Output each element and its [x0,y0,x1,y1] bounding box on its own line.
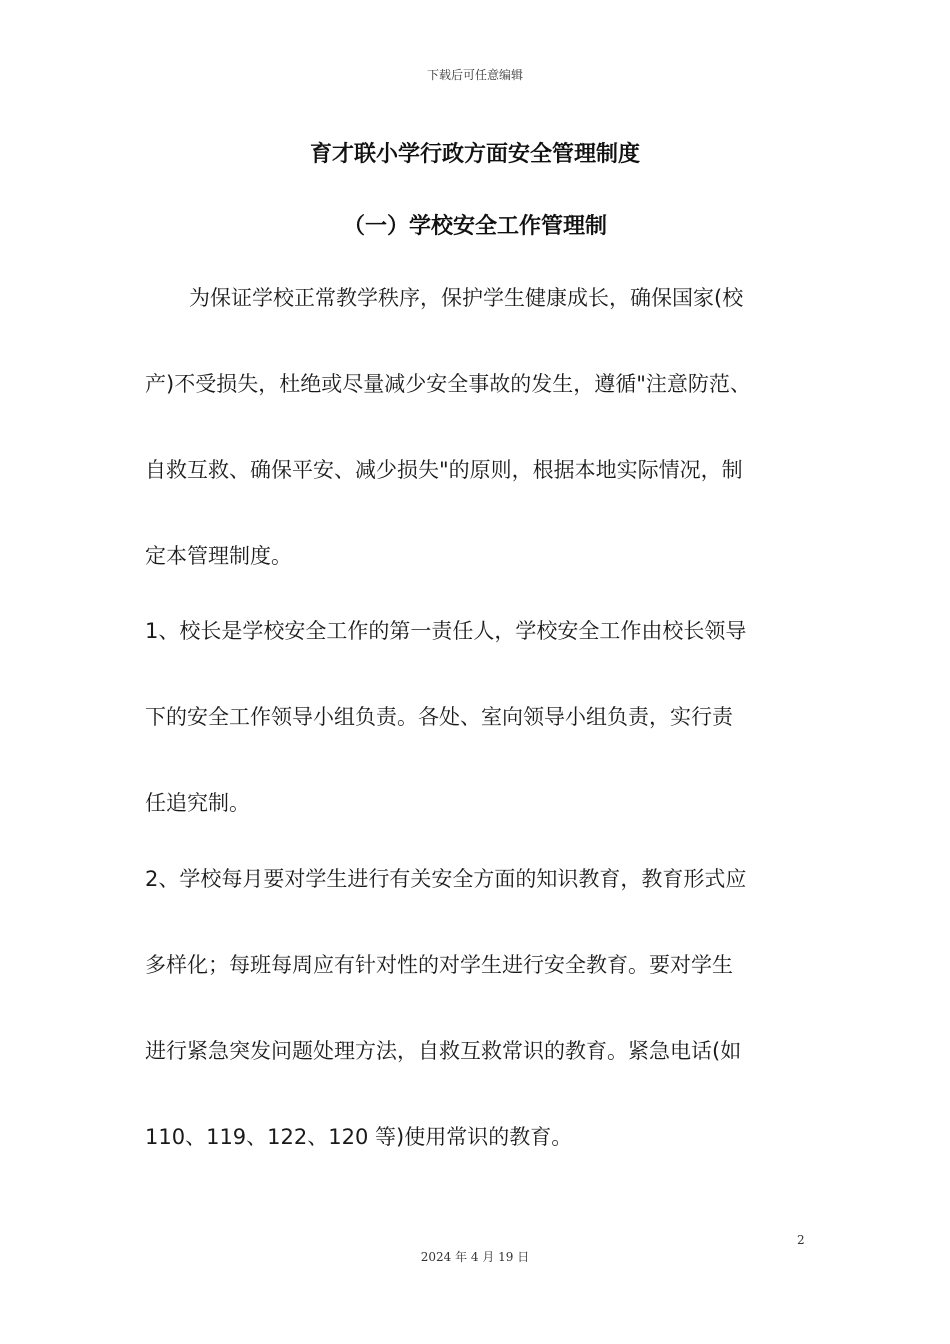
paragraph-line: 2、学校每月要对学生进行有关安全方面的知识教育，教育形式应 [145,867,747,891]
paragraph-line: 为保证学校正常教学秩序，保护学生健康成长，确保国家(校 [189,286,744,310]
document-title: 育才联小学行政方面安全管理制度 [309,142,640,167]
paragraph-line: 下的安全工作领导小组负责。各处、室向领导小组负责，实行责 [145,705,733,729]
item-2-paragraph [145,836,835,1180]
paragraph-line: 定本管理制度。 [145,544,292,568]
paragraph-line: 多样化；每班每周应有针对性的对学生进行安全教育。要对学生 [145,953,733,977]
intro-paragraph [145,255,835,599]
paragraph-line: 任追究制。 [145,791,250,815]
footer-date: 2024 年 4 月 19 日 [420,1250,530,1264]
header-note: 下载后可任意编辑 [426,68,523,82]
paragraph-line: 产)不受损失，杜绝或尽量减少安全事故的发生，遵循"注意防范、 [145,372,751,396]
paragraph-line: 110、119、122、120 等)使用常识的教育。 [145,1125,573,1149]
paragraph-line: 自救互救、确保平安、减少损失"的原则，根据本地实际情况，制 [145,458,743,482]
section-title: （一）学校安全工作管理制 [342,214,607,239]
paragraph-line: 进行紧急突发问题处理方法，自救互救常识的教育。紧急电话(如 [145,1039,742,1063]
page-number: 2 [797,1233,805,1247]
paragraph-line: 1、校长是学校安全工作的第一责任人，学校安全工作由校长领导 [145,619,747,643]
item-1-paragraph [145,588,835,846]
